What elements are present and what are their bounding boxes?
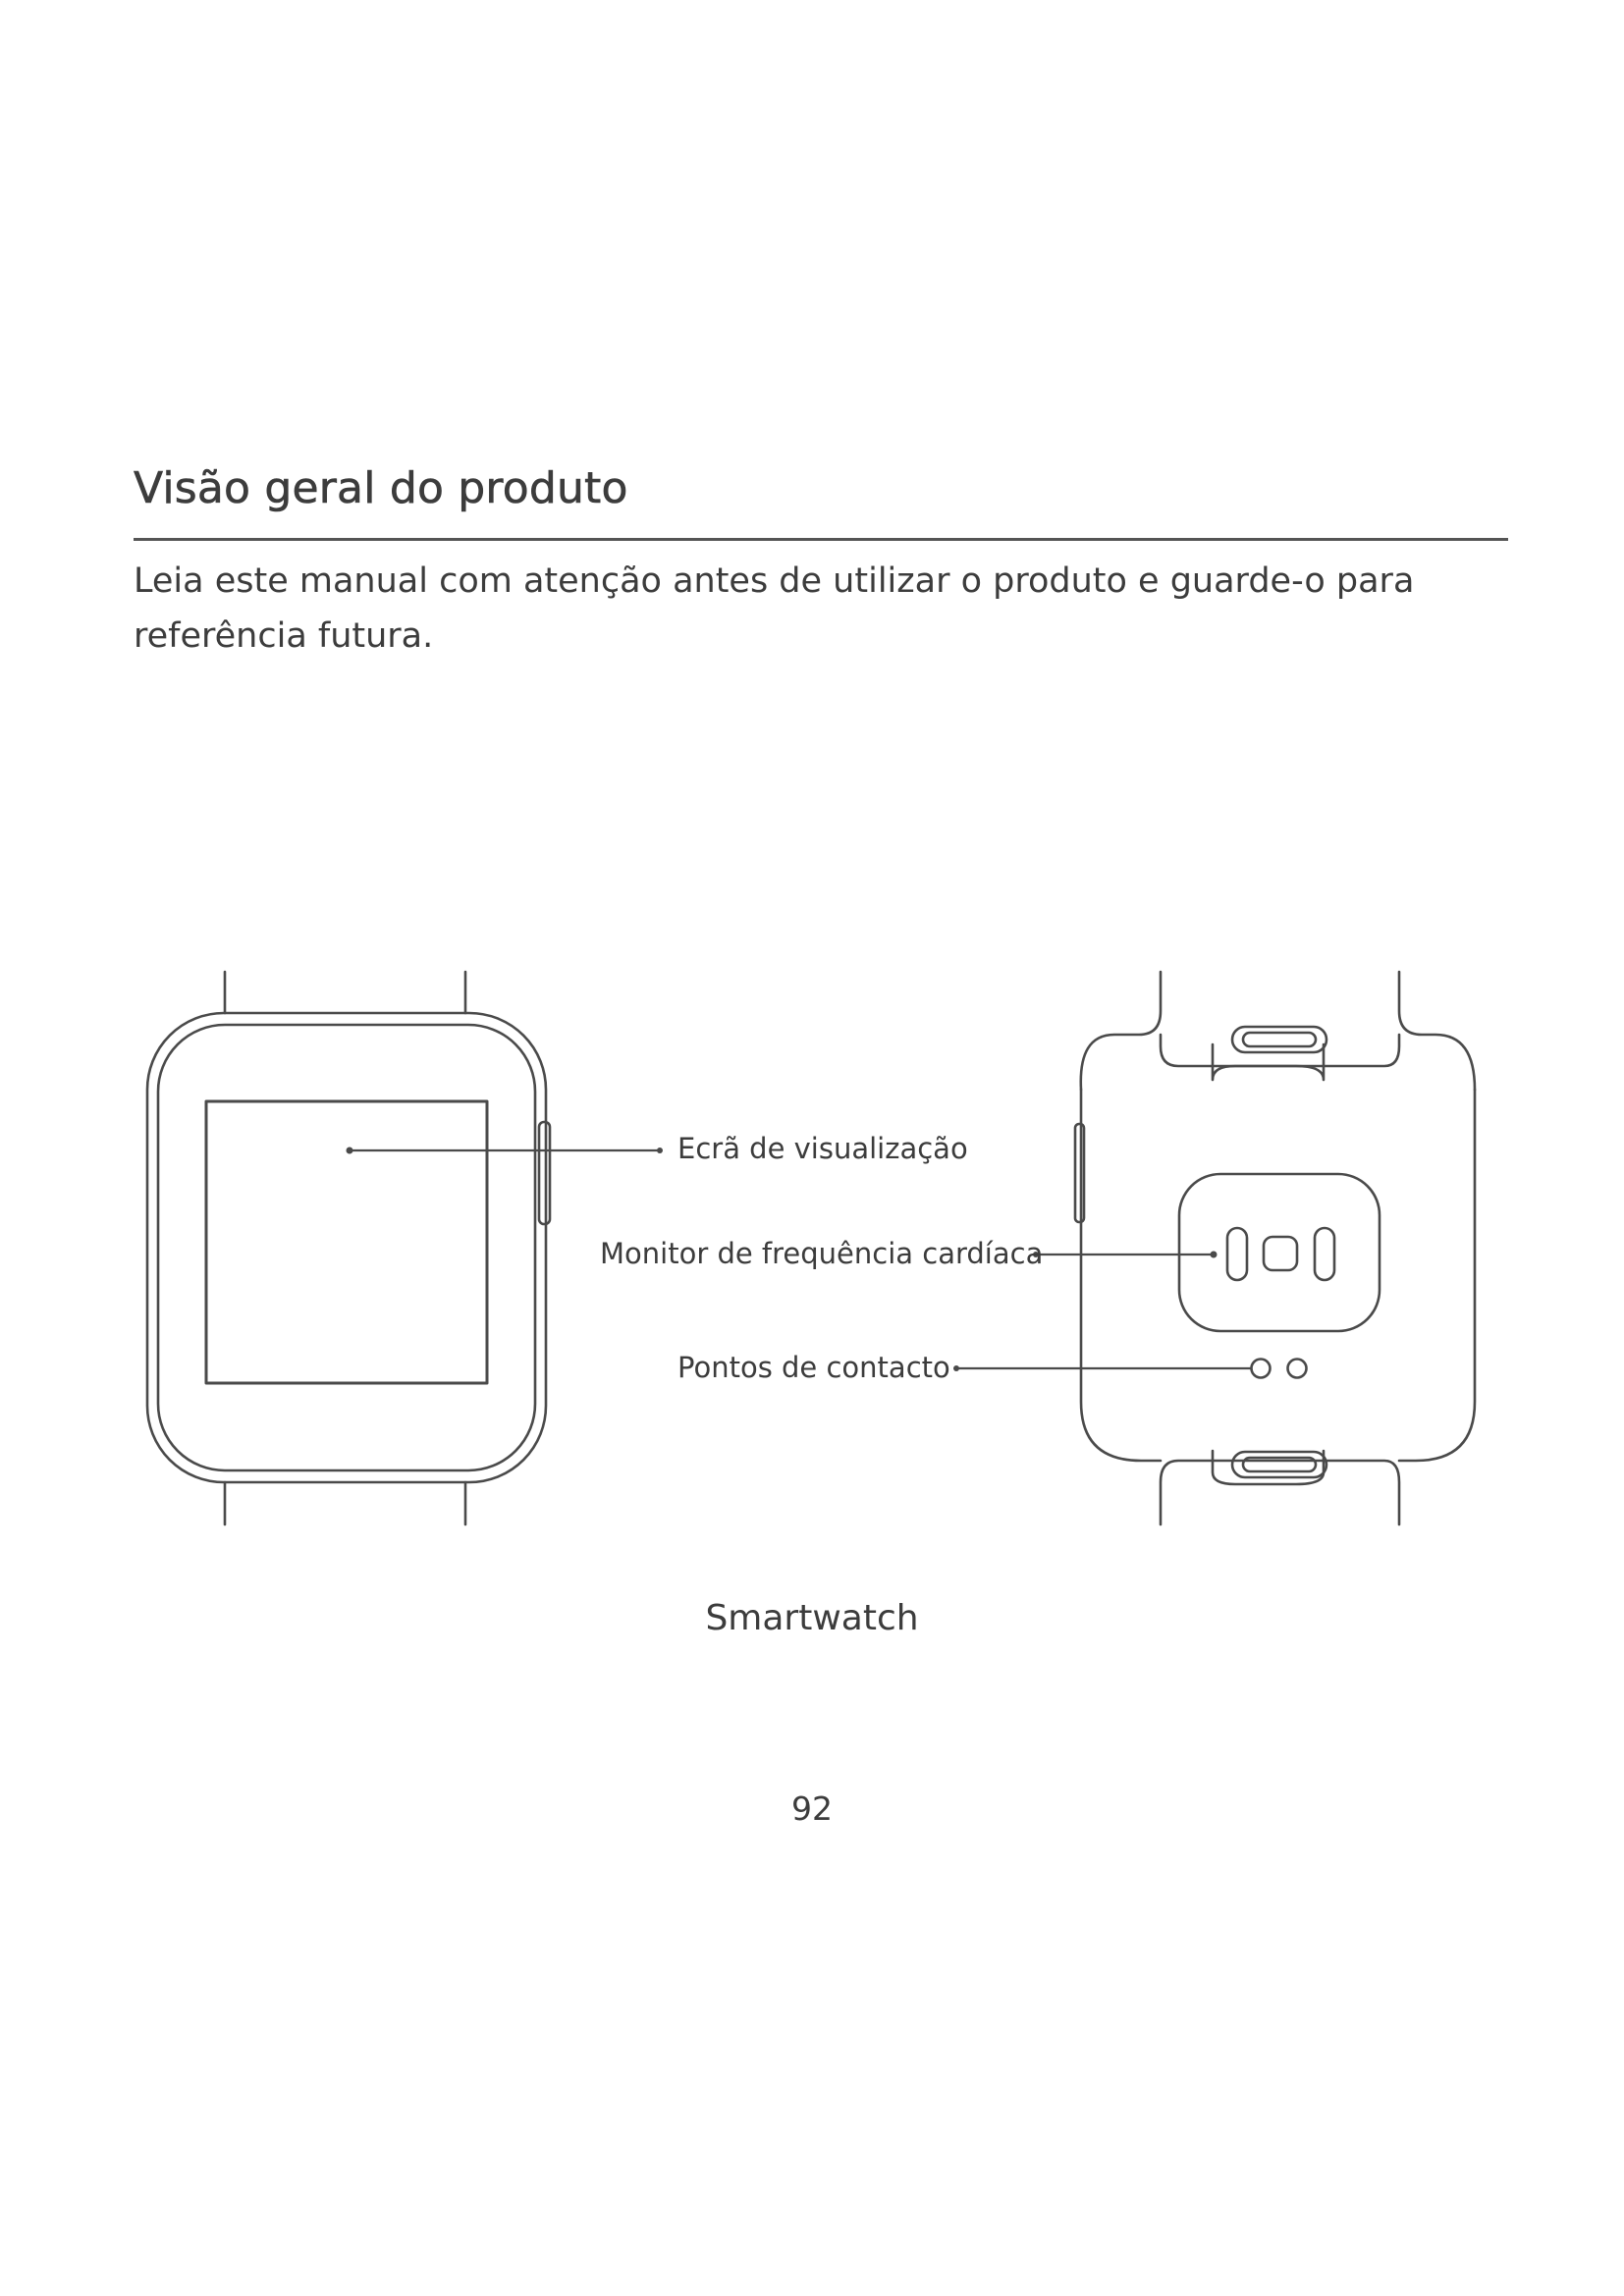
- page-number: 92: [791, 1789, 833, 1828]
- heart-rate-sensor-center: [1264, 1237, 1297, 1270]
- heart-rate-led-right: [1315, 1228, 1334, 1280]
- contact-point-left: [1252, 1360, 1271, 1378]
- back-side-button: [1075, 1124, 1084, 1222]
- callout-heart-rate-label: Monitor de frequência cardíaca: [600, 1237, 1044, 1270]
- watch-back-view: [1075, 972, 1475, 1524]
- section-title: Visão geral do produto: [134, 463, 628, 513]
- display-screen: [206, 1101, 487, 1383]
- contact-point-right: [1288, 1360, 1307, 1378]
- watch-front-view: [147, 972, 550, 1524]
- back-band-top: [1081, 972, 1161, 1090]
- leader-heart-rate-end-dot: [1211, 1252, 1218, 1258]
- intro-paragraph: Leia este manual com atenção antes de utilizar o produto e guarde-o para referência futura.: [134, 561, 1415, 656]
- leader-contacts-start-dot: [953, 1365, 959, 1371]
- heart-rate-sensor-housing: [1179, 1174, 1380, 1331]
- leader-display-start-dot: [347, 1148, 353, 1154]
- figure-caption: Smartwatch: [705, 1598, 919, 1638]
- back-band-top-slot: [1232, 1027, 1326, 1052]
- callout-contacts-label: Pontos de contacto: [677, 1351, 950, 1384]
- back-case-outline: [1081, 1090, 1475, 1461]
- heart-rate-led-left: [1227, 1228, 1247, 1280]
- front-case-bezel: [158, 1025, 535, 1470]
- back-band-bottom-slot: [1232, 1452, 1326, 1477]
- callout-display-label: Ecrã de visualização: [677, 1132, 968, 1165]
- leader-display-end-dot: [657, 1148, 663, 1153]
- side-button: [539, 1122, 550, 1224]
